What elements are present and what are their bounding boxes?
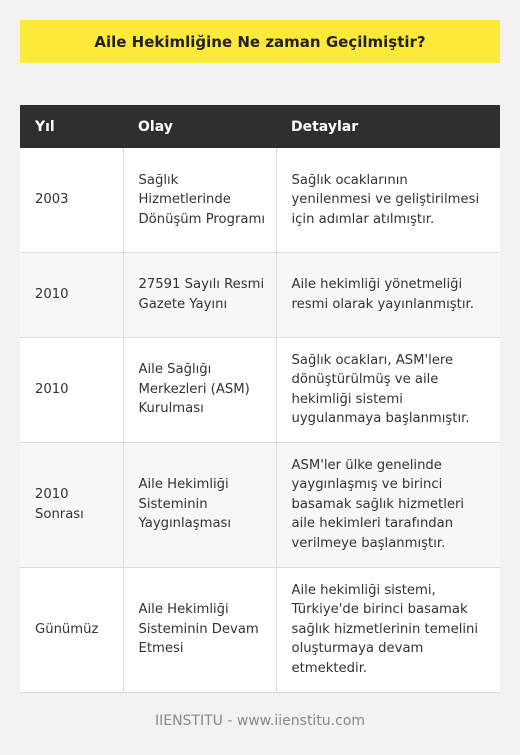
cell-event: Aile Hekimliği Sisteminin Yaygınlaşması: [123, 442, 276, 567]
header-event: Olay: [123, 105, 276, 148]
cell-event: Aile Sağlığı Merkezleri (ASM) Kurulması: [123, 337, 276, 442]
cell-year: Günümüz: [20, 567, 123, 692]
cell-year: 2010: [20, 337, 123, 442]
cell-year: 2003: [20, 148, 123, 252]
cell-event: 27591 Sayılı Resmi Gazete Yayını: [123, 252, 276, 337]
cell-detail: Aile hekimliği sistemi, Türkiye'de birinci basamak sağlık hizmetlerinin temelini oluşturmaya devam etmektedir.: [276, 567, 500, 692]
table-row: [20, 567, 500, 692]
cell-year: 2010: [20, 252, 123, 337]
cell-event: Sağlık Hizmetlerinde Dönüşüm Programı: [123, 148, 276, 252]
table-header-row: [20, 105, 500, 148]
cell-year: 2010 Sonrası: [20, 442, 123, 567]
table-row: [20, 148, 500, 252]
page-title: Aile Hekimliğine Ne zaman Geçilmiştir?: [20, 20, 500, 63]
cell-event: Aile Hekimliği Sisteminin Devam Etmesi: [123, 567, 276, 692]
header-detail: Detaylar: [276, 105, 500, 148]
table-row: [20, 252, 500, 337]
timeline-table: [20, 105, 500, 693]
footer-credit: IIENSTITU - www.iienstitu.com: [154, 713, 366, 729]
cell-detail: Sağlık ocaklarının yenilenmesi ve geliştirilmesi için adımlar atılmıştır.: [276, 148, 500, 252]
header-year: Yıl: [20, 105, 123, 148]
cell-detail: ASM'ler ülke genelinde yaygınlaşmış ve birinci basamak sağlık hizmetleri aile hekimleri tarafından verilmeye başlanmıştır.: [276, 442, 500, 567]
table-row: [20, 442, 500, 567]
cell-detail: Sağlık ocakları, ASM'lere dönüştürülmüş ve aile hekimliği sistemi uygulanmaya başlanmıştır.: [276, 337, 500, 442]
table-row: [20, 337, 500, 442]
cell-detail: Aile hekimliği yönetmeliği resmi olarak yayınlanmıştır.: [276, 252, 500, 337]
